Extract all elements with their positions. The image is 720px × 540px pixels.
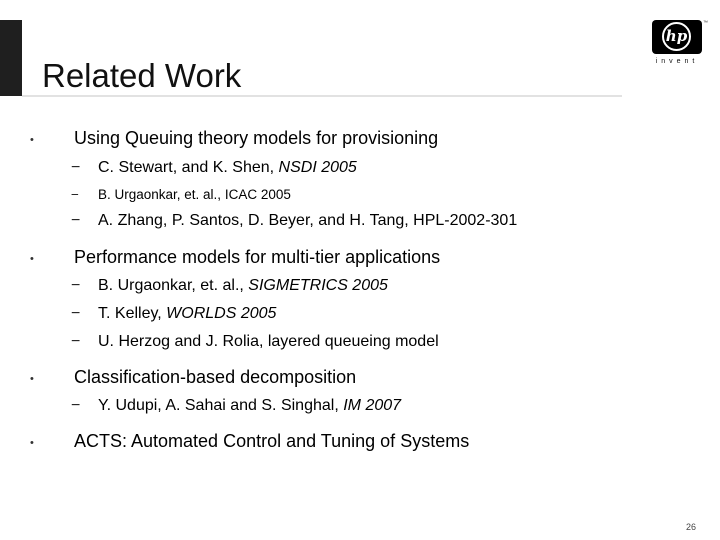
- dash-icon: −: [71, 397, 81, 414]
- bullet-item: [30, 246, 441, 268]
- sub-item: [71, 396, 402, 416]
- hp-logo: [652, 20, 702, 54]
- sub-item-text: Y. Udupi, A. Sahai and S. Singhal,: [98, 397, 344, 414]
- sub-item-text: U. Herzog and J. Rolia, layered queueing model: [98, 333, 439, 350]
- bullet-text: ACTS: Automated Control and Tuning of Systems: [74, 431, 470, 451]
- sub-item-venue: NSDI 2005: [278, 159, 357, 176]
- dash-icon: −: [71, 305, 81, 322]
- sub-item: [71, 211, 518, 231]
- sub-item: [71, 158, 357, 178]
- trademark-symbol: ™: [703, 20, 708, 26]
- sub-item-text: B. Urgaonkar, et. al.,: [98, 277, 249, 294]
- sub-item: [71, 185, 291, 205]
- bullet-text: Performance models for multi-tier applications: [74, 247, 441, 267]
- sub-item: [71, 332, 439, 352]
- title-accent-bar: [0, 20, 22, 96]
- bullet-icon: •: [30, 134, 34, 146]
- sub-item-venue: SIGMETRICS 2005: [248, 277, 388, 294]
- slide-title: Related Work: [42, 57, 242, 94]
- page-number: 26: [686, 522, 697, 532]
- sub-item-text: T. Kelley,: [98, 305, 167, 322]
- hp-logo-mark: hp: [662, 22, 691, 51]
- bullet-item: [30, 127, 439, 149]
- bullet-icon: •: [30, 437, 34, 449]
- sub-item-text: C. Stewart, and K. Shen,: [98, 159, 279, 176]
- dash-icon: −: [71, 277, 81, 294]
- sub-item-venue: IM 2007: [343, 397, 402, 414]
- dash-icon: −: [71, 333, 81, 350]
- bullet-text: Classification-based decomposition: [74, 367, 357, 387]
- dash-icon: −: [71, 212, 81, 229]
- sub-item-text: A. Zhang, P. Santos, D. Beyer, and H. Tang, HPL-2002-301: [98, 212, 518, 229]
- hp-logo-tagline: invent: [655, 58, 699, 65]
- sub-item: [71, 304, 277, 324]
- sub-item: [71, 276, 388, 296]
- bullet-item: [30, 366, 357, 388]
- bullet-text: Using Queuing theory models for provisioning: [74, 128, 439, 148]
- bullet-icon: •: [30, 373, 34, 385]
- dash-icon: −: [71, 159, 81, 176]
- bullet-item: [30, 430, 470, 452]
- bullet-icon: •: [30, 253, 34, 265]
- sub-item-text: B. Urgaonkar, et. al., ICAC 2005: [98, 187, 291, 202]
- sub-item-venue: WORLDS 2005: [166, 305, 277, 322]
- dash-icon: −: [71, 187, 79, 202]
